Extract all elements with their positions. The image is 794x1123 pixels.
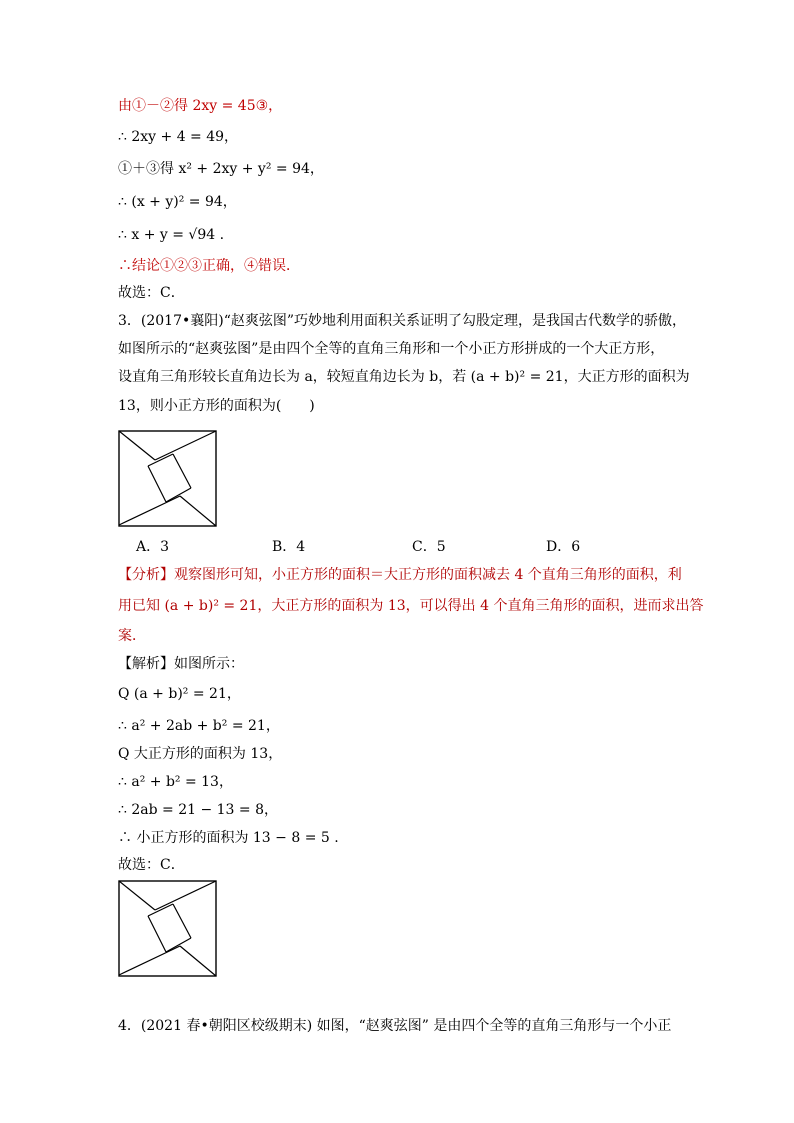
solution-step-3: Q 大正方形的面积为 13， <box>118 746 283 762</box>
solution-step-6: ∴ 小正方形的面积为 13 − 8 = 5 . <box>118 830 339 846</box>
solution-step-5: ∴ 2ab = 21 − 13 = 8， <box>118 802 279 818</box>
solution-line-1: 由①－②得 2xy = 45③， <box>118 98 283 114</box>
analysis-line-2: 用已知 (a + b)² = 21，大正方形的面积为 13，可以得出 4 个直角三角形的面积，进而求出答 <box>118 598 704 614</box>
solution-step-2: ∴ a² + 2ab + b² = 21， <box>118 718 280 734</box>
solution-line-3: ①＋③得 x² + 2xy + y² = 94， <box>118 161 324 177</box>
option-d[interactable]: D．6 <box>546 539 581 555</box>
solution-line-2: ∴ 2xy + 4 = 49， <box>118 129 239 145</box>
solution-answer: 故选：C． <box>118 857 185 873</box>
solution-step-4: ∴ a² + b² = 13， <box>118 774 233 790</box>
zhao-shuang-diagram-solution <box>118 880 218 978</box>
solution-line-4: ∴ (x + y)² = 94， <box>118 194 237 210</box>
conclusion-line: ∴结论①②③正确，④错误． <box>118 258 300 274</box>
solution-heading: 【解析】如图所示： <box>118 656 244 672</box>
answer-options <box>136 537 580 557</box>
question-4-line-1: 4．(2021 春•朝阳区校级期末) 如图，“赵爽弦图” 是由四个全等的直角三角形与一个小正 <box>118 1018 672 1034</box>
question-3-line-1: 3．(2017•襄阳)“赵爽弦图”巧妙地利用面积关系证明了勾股定理，是我国古代数学的骄傲， <box>118 313 687 329</box>
answer-line: 故选：C． <box>118 285 185 301</box>
question-3-line-3: 设直角三角形较长直角边长为 a，较短直角边长为 b，若 (a + b)² = 21，大正方形的面积为 <box>118 369 690 385</box>
analysis-line-1: 【分析】观察图形可知，小正方形的面积＝大正方形的面积减去 4 个直角三角形的面积，利 <box>118 567 682 583</box>
analysis-line-3: 案． <box>118 628 146 644</box>
option-b[interactable]: B．4 <box>272 539 306 555</box>
solution-step-1: Q (a + b)² = 21， <box>118 686 241 702</box>
solution-line-5: ∴ x + y = √94 . <box>118 227 225 243</box>
option-c[interactable]: C．5 <box>412 539 446 555</box>
question-3-line-4: 13，则小正方形的面积为( ) <box>118 398 315 414</box>
option-a[interactable]: A．3 <box>136 539 170 555</box>
zhao-shuang-diagram <box>118 430 218 528</box>
question-3-line-2: 如图所示的“赵爽弦图”是由四个全等的直角三角形和一个小正方形拼成的一个大正方形， <box>118 341 665 357</box>
